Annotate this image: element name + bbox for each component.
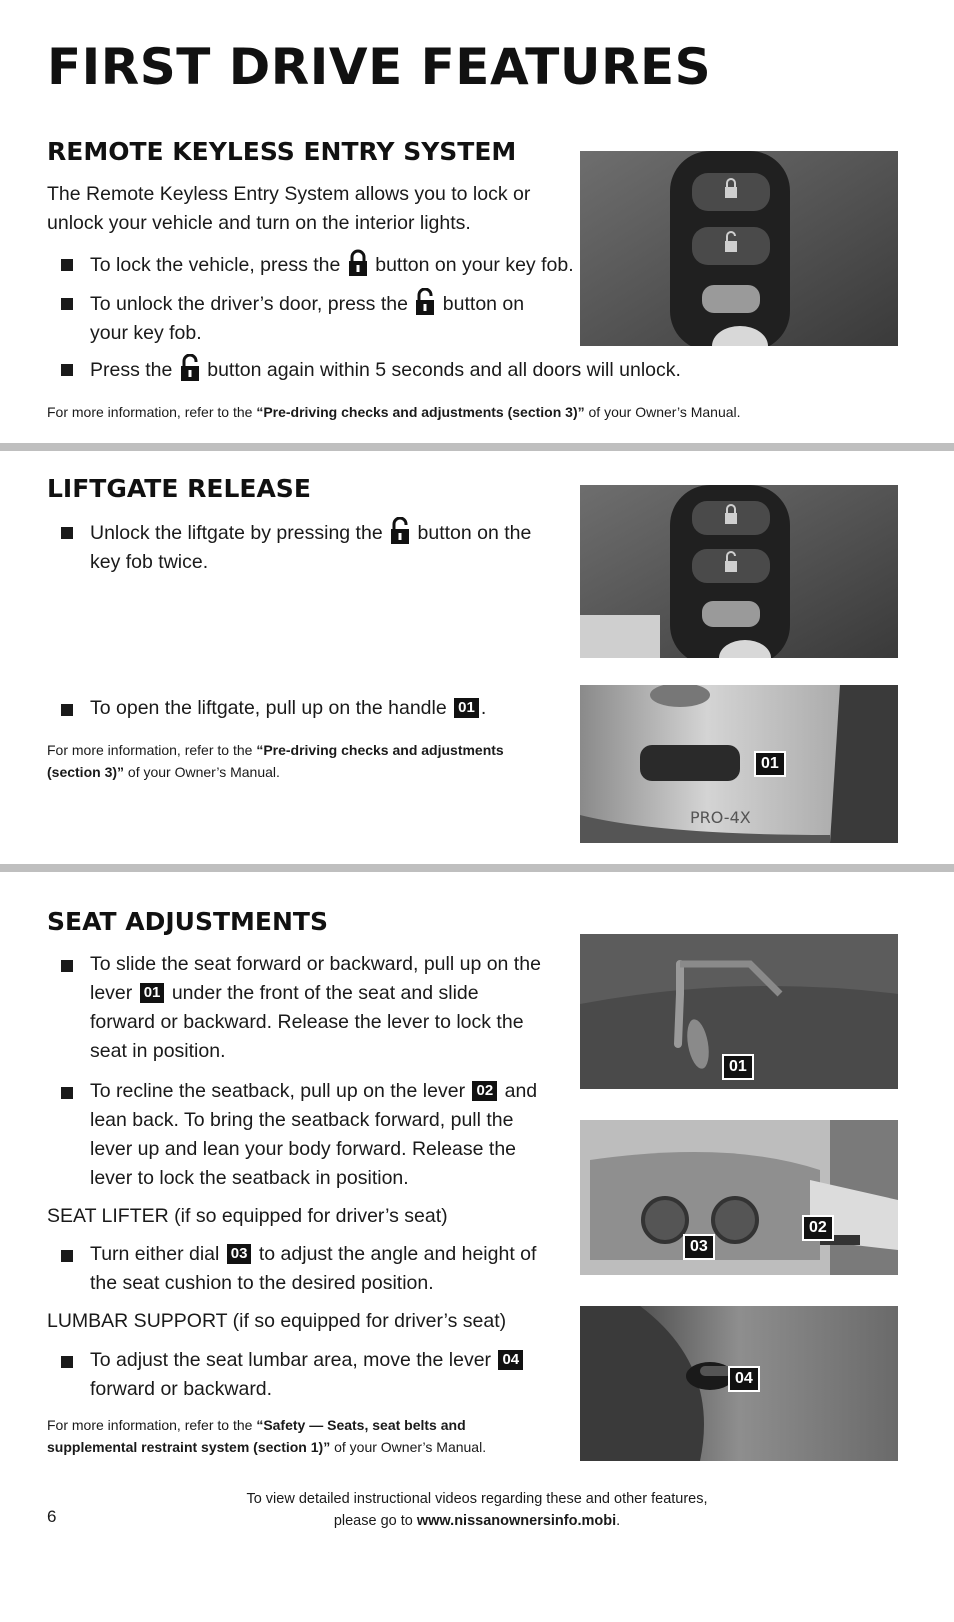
rke-bullet-lock: To lock the vehicle, press the button on your key fob.	[47, 249, 587, 280]
liftgate-bullet-handle: To open the liftgate, pull up on the handle 01 .	[47, 694, 547, 723]
liftgate-handle-photo	[580, 685, 898, 843]
callout-badge: 03	[227, 1244, 252, 1264]
seat-lifter-subheading: SEAT LIFTER (if so equipped for driver’s seat)	[47, 1205, 448, 1227]
photo-callout-01: 01	[754, 751, 786, 777]
photo-callout-01: 01	[722, 1054, 754, 1080]
key-fob-photo	[580, 151, 898, 346]
photo-callout-02: 02	[802, 1215, 834, 1241]
page-title: FIRST DRIVE FEATURES	[47, 38, 712, 96]
seat-bullet-slide: To slide the seat forward or backward, pull up on the lever 01 under the front of the seat and slide forward or backward. Release the lever to lock the seat in position.	[47, 950, 547, 1066]
unlock-icon	[390, 517, 410, 545]
lumbar-subheading: LUMBAR SUPPORT (if so equipped for driver’s seat)	[47, 1310, 507, 1332]
seat-dials-photo	[580, 1120, 898, 1275]
seat-slide-lever-photo	[580, 934, 898, 1089]
rke-bullet-again: Press the button again within 5 seconds and all doors will unlock.	[47, 354, 807, 385]
unlock-icon	[180, 354, 200, 382]
photo-callout-04: 04	[728, 1366, 760, 1392]
rke-bullet-unlock: To unlock the driver’s door, press the button on your key fob.	[47, 288, 547, 348]
section-divider	[0, 864, 954, 872]
lumbar-lever-photo	[580, 1306, 898, 1461]
callout-badge: 02	[472, 1081, 497, 1101]
tailgate-badge-text: PRO-4X	[690, 808, 751, 827]
key-fob-photo-liftgate	[580, 485, 898, 658]
liftgate-note: For more information, refer to the “Pre-driving checks and adjustments (section 3)” of your Owner’s Manual.	[47, 742, 504, 780]
seat-bullet-dial: Turn either dial 03 to adjust the angle and height of the seat cushion to the desired position.	[47, 1240, 547, 1298]
seat-bullet-recline: To recline the seatback, pull up on the lever 02 and lean back. To bring the seatback forward, pull the lever up and lean your body forward. Release the lever to lock the seatback in position.	[47, 1077, 547, 1193]
lock-icon	[348, 249, 368, 277]
seat-heading: SEAT ADJUSTMENTS	[47, 907, 328, 936]
liftgate-heading: LIFTGATE RELEASE	[47, 474, 311, 503]
section-divider	[0, 443, 954, 451]
page-number: 6	[47, 1507, 57, 1526]
footer-note: To view detailed instructional videos regarding these and other features, please go to www.nissanownersinfo.mobi.	[246, 1491, 708, 1529]
seat-bullet-lumbar: To adjust the seat lumbar area, move the lever 04 forward or backward.	[47, 1346, 547, 1404]
photo-callout-03: 03	[683, 1234, 715, 1260]
footer-link[interactable]: www.nissanownersinfo.mobi	[416, 1513, 617, 1529]
rke-intro: The Remote Keyless Entry System allows you to lock or unlock your vehicle and turn on the interior lights.	[47, 183, 531, 234]
unlock-icon	[415, 288, 435, 316]
rke-note: For more information, refer to the “Pre-driving checks and adjustments (section 3)” of your Owner’s Manual.	[47, 404, 741, 420]
liftgate-bullet-unlock: Unlock the liftgate by pressing the button on the key fob twice.	[47, 517, 547, 577]
callout-badge: 01	[140, 983, 165, 1003]
callout-badge: 04	[498, 1350, 523, 1370]
callout-badge: 01	[454, 698, 479, 718]
rke-heading: REMOTE KEYLESS ENTRY SYSTEM	[47, 137, 517, 166]
seat-note: For more information, refer to the “Safety — Seats, seat belts and supplemental restraint system (section 1)” of your Owner’s Manual.	[47, 1417, 487, 1455]
